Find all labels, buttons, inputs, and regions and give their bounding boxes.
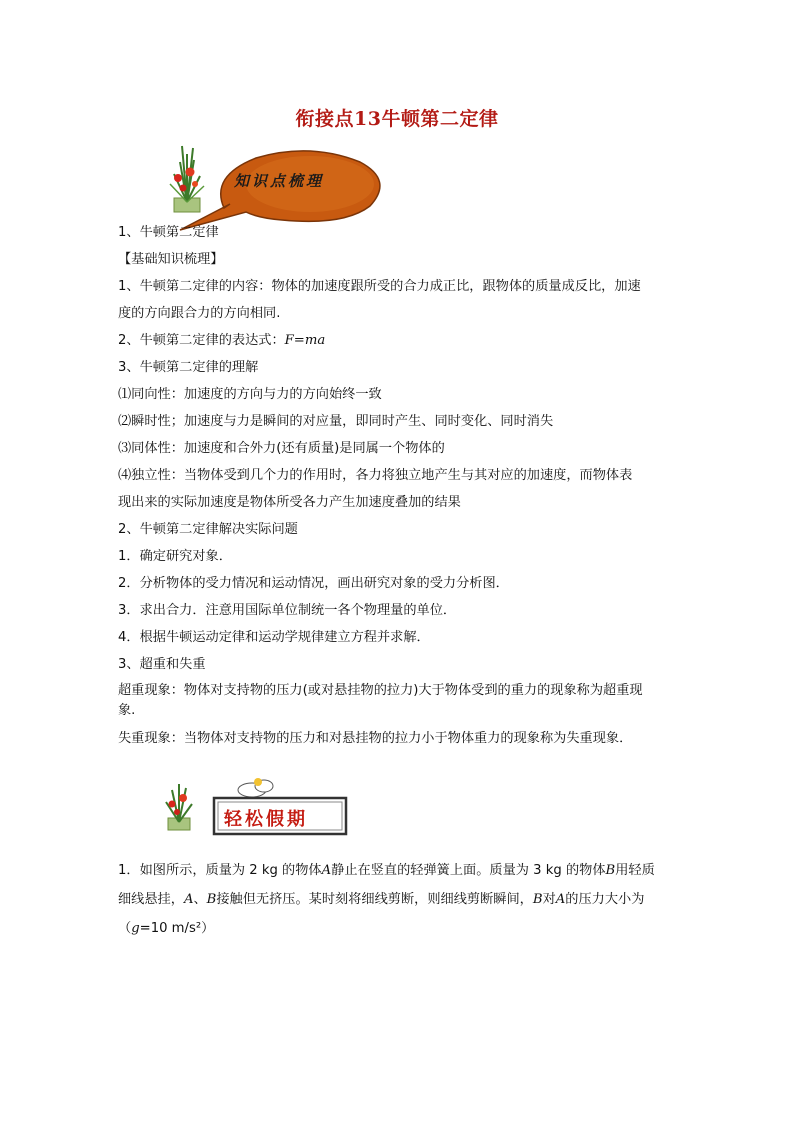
understanding-3: ⑶同体性：加速度和合外力(还有质量)是同属一个物体的 [118, 441, 445, 456]
basic-knowledge-heading: 【基础知识梳理】 [118, 252, 224, 267]
plant-icon [170, 146, 204, 212]
knowledge-content [118, 219, 678, 752]
underweight-text: 失重现象：当物体对支持物的压力和对悬挂物的拉力小于物体重力的现象称为失重现象． [118, 731, 633, 746]
understanding-2: ⑵瞬时性；加速度与力是瞬间的对应量，即同时产生、同时变化、同时消失 [118, 414, 554, 429]
overweight-text: 超重现象：物体对支持物的压力(或对悬挂物的拉力)大于物体受到的重力的现象称为超重现 象. [118, 683, 643, 718]
content-line-1b: 度的方向跟合力的方向相同. [118, 306, 281, 321]
understanding-4a: ⑷独立性：当物体受到几个力的作用时，各力将独立地产生与其对应的加速度，而物体表 [118, 468, 633, 483]
content-line-3: 3、牛顿第二定律的理解 [118, 360, 259, 375]
understanding-1: ⑴同向性：加速度的方向与力的方向始终一致 [118, 387, 382, 402]
content-line-2: 2、牛顿第二定律的表达式：F=ma [118, 333, 326, 348]
question-1 [118, 856, 678, 943]
procedure-4: 4．根据牛顿运动定律和运动学规律建立方程并求解． [118, 630, 430, 645]
section-1-heading: 1、牛顿第二定律 [118, 225, 219, 240]
plant-icon [166, 784, 192, 830]
understanding-4b: 现出来的实际加速度是物体所受各力产生加速度叠加的结果 [118, 495, 461, 510]
page-title: 衔接点13牛顿第二定律 [295, 108, 499, 130]
cloud-icon [238, 778, 273, 797]
section-3-heading: 3、超重和失重 [118, 657, 206, 672]
section-2-heading: 2、牛顿第二定律解决实际问题 [118, 522, 298, 537]
content-line-1a: 1、牛顿第二定律的内容：物体的加速度跟所受的合力成正比，跟物体的质量成反比，加速 [118, 279, 641, 294]
question-line-3: （g=10 m/s²） [118, 921, 215, 936]
question-line-1: 1．如图所示，质量为 2 kg 的物体A静止在竖直的轻弹簧上面。质量为 3 kg 的物体B用轻质 [118, 863, 655, 878]
formula: F=ma [284, 333, 326, 348]
banner2-label: 轻松假期 [224, 809, 308, 830]
banner1-label: 知识点梳理 [234, 172, 325, 190]
procedure-3: 3．求出合力．注意用国际单位制统一各个物理量的单位． [118, 603, 457, 618]
question-line-2: 细线悬挂，A、B接触但无挤压。某时刻将细线剪断，则细线剪断瞬间，B对A的压力大小为 [118, 892, 645, 907]
procedure-1: 1．确定研究对象． [118, 549, 232, 564]
procedure-2: 2．分析物体的受力情况和运动情况，画出研究对象的受力分析图． [118, 576, 509, 591]
